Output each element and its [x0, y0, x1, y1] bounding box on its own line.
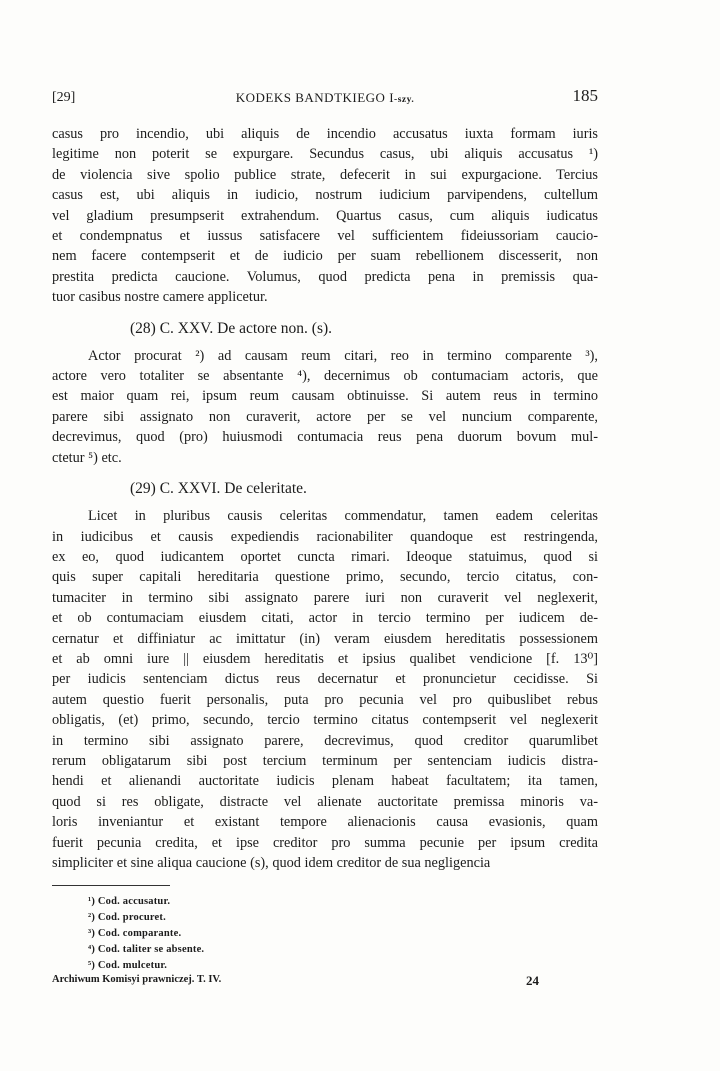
footnote: ⁴) Cod. taliter se absente.	[88, 944, 205, 956]
text-line: actore vero totaliter se absentante ⁴), decernimus ob contumaciam actoris, que	[52, 368, 598, 385]
text-line: in iudicibus et causis expediendis racionabiliter quandoque est restringenda,	[52, 528, 598, 545]
text-line: prestita predicta caucione. Volumus, quod predicta pena in premissis qua-	[52, 268, 598, 285]
footnote: ³) Cod. comparante.	[88, 928, 182, 940]
text-line: de violencia sive spolio publice strate, defecerit in sui expurgacione. Tercius	[52, 166, 598, 183]
footer-source: Archiwum Komisyi prawniczej. T. IV.	[52, 974, 222, 986]
running-header	[52, 86, 598, 110]
text-line: in termino sibi assignato parere, decrevimus, quod creditor quarumlibet	[52, 732, 598, 749]
page-number: 185	[572, 86, 598, 105]
footnotes	[52, 894, 598, 974]
body-text	[52, 124, 598, 873]
text-line: et ab omni iure || eiusdem hereditatis et ipsius qualibet vendicione [f. 13⁰]	[52, 650, 598, 667]
text-line: et ob contumaciam eiusdem citati, actor in tercio termino per iudicem de-	[52, 610, 598, 627]
text-line: est maior quam rei, ipsum reum causam obtinuisse. Si autem reus in termino	[52, 388, 598, 405]
text-line: parere sibi assignato non curaverit, actore per se vel nuncium comparente,	[52, 408, 598, 425]
document-page	[52, 86, 598, 992]
text-line: quis super capitali hereditaria questione primo, secundo, tercio citatus, con-	[52, 569, 598, 586]
text-line: per iudicis sentenciam dictus reus decernatur et pronuncietur cecidisse. Si	[52, 671, 598, 688]
footnote: ¹) Cod. accusatur.	[88, 896, 171, 908]
text-line: simpliciter et sine aliqua caucione (s), quod idem creditor de sua negligencia	[52, 855, 491, 871]
paragraph-1	[52, 124, 598, 308]
paragraph-3	[52, 506, 598, 873]
footnote-rule	[52, 885, 170, 886]
text-line: legitime non poterit se expurgare. Secundus casus, ubi aliquis accusatus ¹)	[52, 146, 598, 163]
text-line: et condempnatus et iussus satisfacere vel sufficientem fideiussoriam caucio-	[52, 228, 598, 245]
text-line: hendi et alienandi auctoritate iudicis plenam habeat facultatem; ita tamen,	[52, 773, 598, 790]
text-line: ctetur ⁵) etc.	[52, 449, 122, 466]
running-title	[52, 90, 598, 106]
running-title-main: KODEKS BANDTKIEGO I	[235, 90, 395, 105]
page-footer	[52, 974, 598, 992]
text-line: Actor procurat ²) ad causam reum citari, reo in termino comparente ³),	[88, 347, 598, 364]
text-line: casus est, ubi aliquis in iudicio, nostrum iudicium parvipendens, cultellum	[52, 187, 598, 204]
text-line: casus pro incendio, ubi aliquis de incendio accusatus iuxta formam iuris	[52, 126, 598, 142]
text-line: tuor casibus nostre camere applicetur.	[52, 289, 268, 306]
text-line: obligatis, (et) primo, secundo, tercio termino citatus contempserit vel neglexerit	[52, 712, 598, 729]
text-line: nem facere contempserit et de iudicio per suam rebellionem discesserit, non	[52, 248, 598, 265]
text-line: cernatur et diffiniatur ac imittatur (in) veram eiusdem hereditatis possessionem	[52, 630, 598, 647]
chapter-heading-29: (29) C. XXVI. De celeritate.	[130, 480, 307, 498]
signature-mark: 24	[526, 973, 539, 989]
text-line: fuerit pecunia credita, et ipse creditor pro summa pecunie per ipsum credita	[52, 834, 598, 851]
text-line: autem questio fuerit personalis, puta pro pecunia vel pro quibuslibet rebus	[52, 691, 598, 708]
section-number: [29]	[52, 90, 76, 105]
chapter-heading-28: (28) C. XXV. De actore non. (s).	[130, 319, 333, 337]
running-title-suffix: -szy.	[394, 95, 415, 105]
footnote: ²) Cod. procuret.	[88, 912, 166, 924]
text-line: decrevimus, quod (pro) huiusmodi contumacia reus pena duorum bovum mul-	[52, 429, 598, 446]
footnote: ⁵) Cod. mulcetur.	[88, 960, 168, 972]
text-line: Licet in pluribus causis celeritas commendatur, tamen eadem celeritas	[88, 508, 598, 525]
text-line: vel gladium presumpserit extrahendum. Quartus casus, cum aliquis iudicatus	[52, 207, 598, 224]
text-line: loris inveniantur et existant tempore alienacionis causa evasionis, quam	[52, 814, 598, 831]
text-line: tumaciter in termino sibi assignato parere iuri non curaverit vel neglexerit,	[52, 589, 598, 606]
paragraph-2	[52, 346, 598, 468]
text-line: ex eo, quod iudicantem oportet cuncta rimari. Ideoque statuimus, quod si	[52, 548, 598, 565]
text-line: quod si res obligate, distracte vel alienate auctoritate premissa minoris va-	[52, 793, 598, 810]
text-line: rerum obligatarum sibi post tercium terminum per sentenciam iudicis distra-	[52, 752, 598, 769]
